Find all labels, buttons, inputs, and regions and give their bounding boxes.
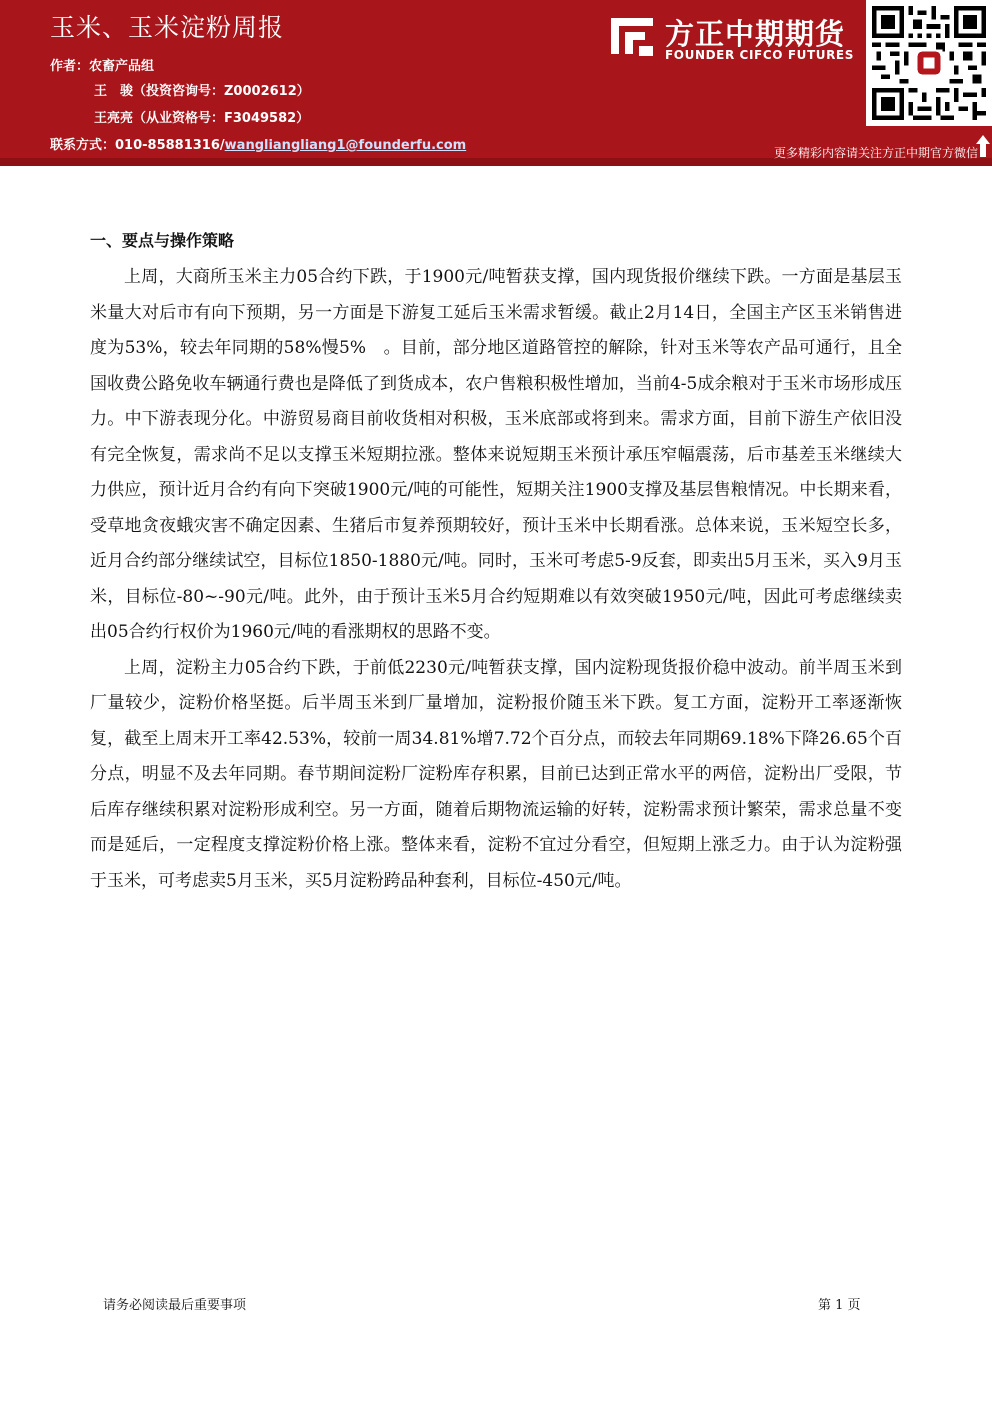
report-title: 玉米、玉米淀粉周报 <box>50 13 285 42</box>
qr-code-icon <box>872 6 986 120</box>
wechat-qr-code[interactable] <box>866 0 992 126</box>
contact-info <box>50 134 466 153</box>
paragraph-corn: 上周，大商所玉米主力05合约下跌，于1900元/吨暂获支撑，国内现货报价继续下跌。一方面是基层玉米量大对后市有向下预期，另一方面是下游复工延后玉米需求暂缓。截止2月14日，全国主产区玉米销售进度为53%，较去年同期的58%慢5% 。目前，部分地区道路管控的解除，针对玉米等农产品可通行，且全国收费公路免收车辆通行费也是降低了到货成本，农户售粮积极性增加，当前4-5成余粮对于玉米市场形成压力。中下游表现分化。中游贸易商目前收货相对积极，玉米底部或将到来。需求方面，目前下游生产依旧没有完全恢复，需求尚不足以支撑玉米短期拉涨。整体来说短期玉米预计承压窄幅震荡，后市基差玉米继续大力供应，预计近月合约有向下突破1900元/吨的可能性，短期关注1900支撑及基层售粮情况。中长期来看，受草地贪夜蛾灾害不确定因素、生猪后市复养预期较好，预计玉米中长期看涨。总体来说，玉米短空长多，近月合约部分继续试空，目标位1850-1880元/吨。同时，玉米可考虑5-9反套，即卖出5月玉米，买入9月玉米，目标位-80~-90元/吨。此外，由于预计玉米5月合约短期难以有效突破1950元/吨，因此可考虑继续卖出05合约行权价为1960元/吨的看涨期权的思路不变。 <box>90 267 902 642</box>
logo-chinese-name: 方正中期期货 <box>665 17 846 51</box>
report-body <box>90 228 902 899</box>
up-arrow-icon <box>975 134 991 158</box>
author-2: 王亮亮（从业资格号：F3049582） <box>94 111 310 126</box>
founder-logo-icon <box>605 14 657 60</box>
follow-wechat-text: 更多精彩内容请关注方正中期官方微信 <box>773 146 978 160</box>
contact-email-link[interactable]: wangliangliang1@founderfu.com <box>224 138 467 153</box>
company-logo <box>605 10 865 70</box>
author-1: 王 骏（投资咨询号：Z0002612） <box>94 84 310 99</box>
contact-phone: 联系方式：010-85881316/ <box>50 138 225 153</box>
page-number: 第 1 页 <box>818 1298 861 1313</box>
footer-notice: 请务必阅读最后重要事项 <box>103 1298 247 1313</box>
logo-english-name: FOUNDER CIFCO FUTURES <box>665 48 854 62</box>
paragraph-starch: 上周，淀粉主力05合约下跌，于前低2230元/吨暂获支撑，国内淀粉现货报价稳中波动。前半周玉米到厂量较少，淀粉价格坚挺。后半周玉米到厂量增加，淀粉报价随玉米下跌。复工方面，淀粉开工率逐渐恢复，截至上周末开工率42.53%，较前一周34.81%增7.72个百分点，而较去年同期69.18%下降26.65个百分点，明显不及去年同期。春节期间淀粉厂淀粉库存积累，目前已达到正常水平的两倍，淀粉出厂受限，节后库存继续积累对淀粉形成利空。另一方面，随着后期物流运输的好转，淀粉需求预计繁荣，需求总量不变而是延后，一定程度支撑淀粉价格上涨。整体来看，淀粉不宜过分看空，但短期上涨乏力。由于认为淀粉强于玉米，可考虑卖5月玉米，买5月淀粉跨品种套利，目标位-450元/吨。 <box>90 657 902 891</box>
author-group: 作者：农畜产品组 <box>50 59 155 74</box>
section-heading: 一、要点与操作策略 <box>90 231 235 250</box>
